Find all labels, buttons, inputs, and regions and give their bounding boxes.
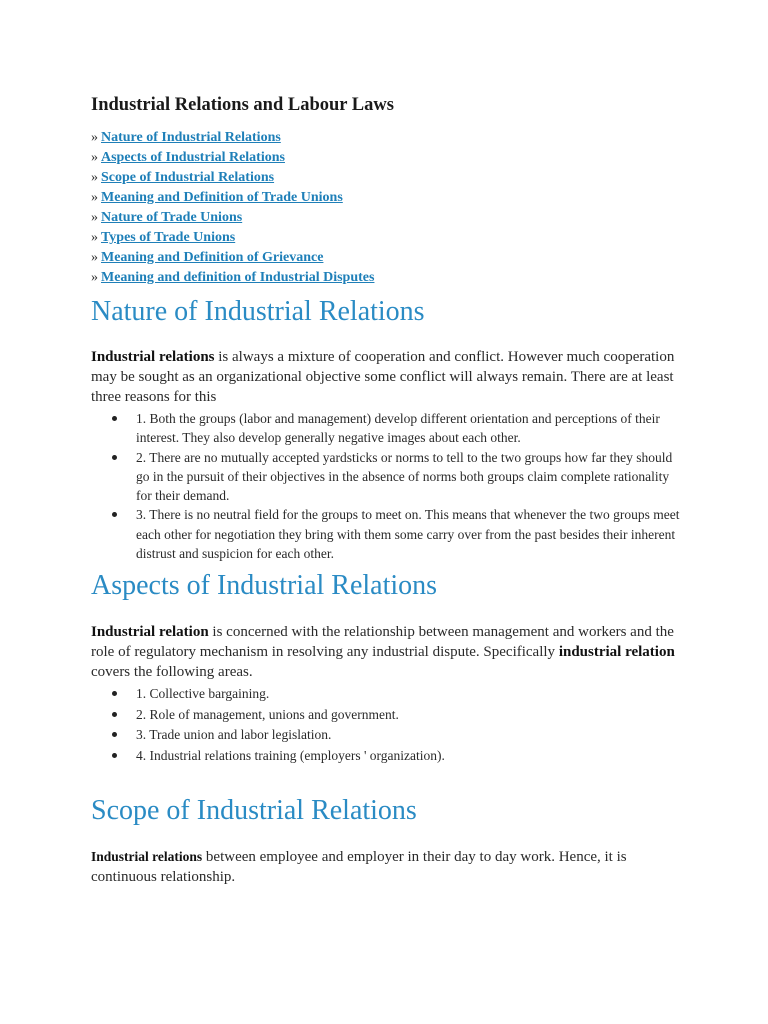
nature-intro-paragraph	[91, 347, 681, 407]
toc-link-meaning-of-grievance[interactable]: Meaning and Definition of Grievance	[101, 250, 324, 265]
toc-link-meaning-of-trade-unions[interactable]: Meaning and Definition of Trade Unions	[101, 190, 343, 205]
aspects-intro-bold: Industrial relation	[91, 624, 209, 641]
aspects-intro-bold-2: industrial relation	[558, 644, 675, 661]
document-page	[91, 95, 681, 887]
toc-link-types-of-trade-unions[interactable]: Types of Trade Unions	[101, 230, 236, 245]
nature-intro-bold: Industrial relations	[91, 349, 215, 365]
toc-marker: »	[91, 190, 98, 205]
scope-intro-paragraph	[91, 847, 681, 887]
aspects-intro-text-2: covers the following areas.	[91, 664, 253, 681]
toc-marker: »	[91, 230, 98, 245]
toc-item	[91, 148, 681, 168]
toc-item	[91, 268, 681, 288]
toc-marker: »	[91, 150, 98, 165]
list-item: 2. Role of management, unions and government.	[136, 705, 681, 726]
section-heading-nature: Nature of Industrial Relations	[91, 296, 425, 327]
list-item: 1. Collective bargaining.	[136, 684, 681, 705]
toc-link-aspects-of-industrial-relations[interactable]: Aspects of Industrial Relations	[101, 150, 285, 165]
list-item: 3. There is no neutral field for the groups to meet on. This means that whenever the two groups meet each other for negotiation they bring with them some carry over from the past besides their inherent distrust and suspicion for each other.	[136, 505, 681, 563]
document-title: Industrial Relations and Labour Laws	[91, 95, 394, 115]
list-item: 2. There are no mutually accepted yardsticks or norms to tell to the two groups how far they should go in the pursuit of their objectives in the absence of norms both groups claim complete rationality for their demand.	[136, 448, 681, 506]
toc-item	[91, 228, 681, 248]
scope-intro-text: between employee and employer in their day to day work. Hence, it is continuous relationship.	[91, 849, 627, 886]
list-item: 1. Both the groups (labor and management) develop different orientation and perceptions of their interest. They also develop generally negative images about each other.	[136, 409, 681, 448]
toc-item	[91, 128, 681, 148]
toc-link-nature-of-industrial-relations[interactable]: Nature of Industrial Relations	[101, 130, 281, 145]
toc-item	[91, 248, 681, 268]
toc-link-meaning-of-industrial-disputes[interactable]: Meaning and definition of Industrial Disputes	[101, 270, 375, 285]
nature-points-list	[91, 409, 681, 563]
toc-link-scope-of-industrial-relations[interactable]: Scope of Industrial Relations	[101, 170, 275, 185]
section-heading-aspects: Aspects of Industrial Relations	[91, 570, 438, 602]
toc-marker: »	[91, 170, 98, 185]
section-heading-scope: Scope of Industrial Relations	[91, 795, 417, 827]
aspects-intro-text: is concerned with the relationship between management and workers and the role of regulatory mechanism in resolving any industrial dispute. Specifically	[91, 624, 674, 661]
list-item: 4. Industrial relations training (employers ' organization).	[136, 746, 681, 767]
toc-marker: »	[91, 130, 98, 145]
list-item: 3. Trade union and labor legislation.	[136, 725, 681, 746]
toc-link-nature-of-trade-unions[interactable]: Nature of Trade Unions	[101, 210, 243, 225]
toc-item	[91, 208, 681, 228]
toc-marker: »	[91, 270, 98, 285]
aspects-points-list	[91, 684, 681, 766]
toc-item	[91, 168, 681, 188]
nature-intro-text: is always a mixture of cooperation and conflict. However much cooperation may be sought as an organizational objective some conflict will always remain. There are at least three reasons for this	[91, 349, 675, 405]
scope-intro-bold: Industrial relations	[91, 849, 203, 865]
aspects-intro-paragraph	[91, 622, 681, 682]
toc-marker: »	[91, 210, 98, 225]
toc-item	[91, 188, 681, 208]
toc-marker: »	[91, 250, 98, 265]
table-of-contents	[91, 128, 681, 288]
